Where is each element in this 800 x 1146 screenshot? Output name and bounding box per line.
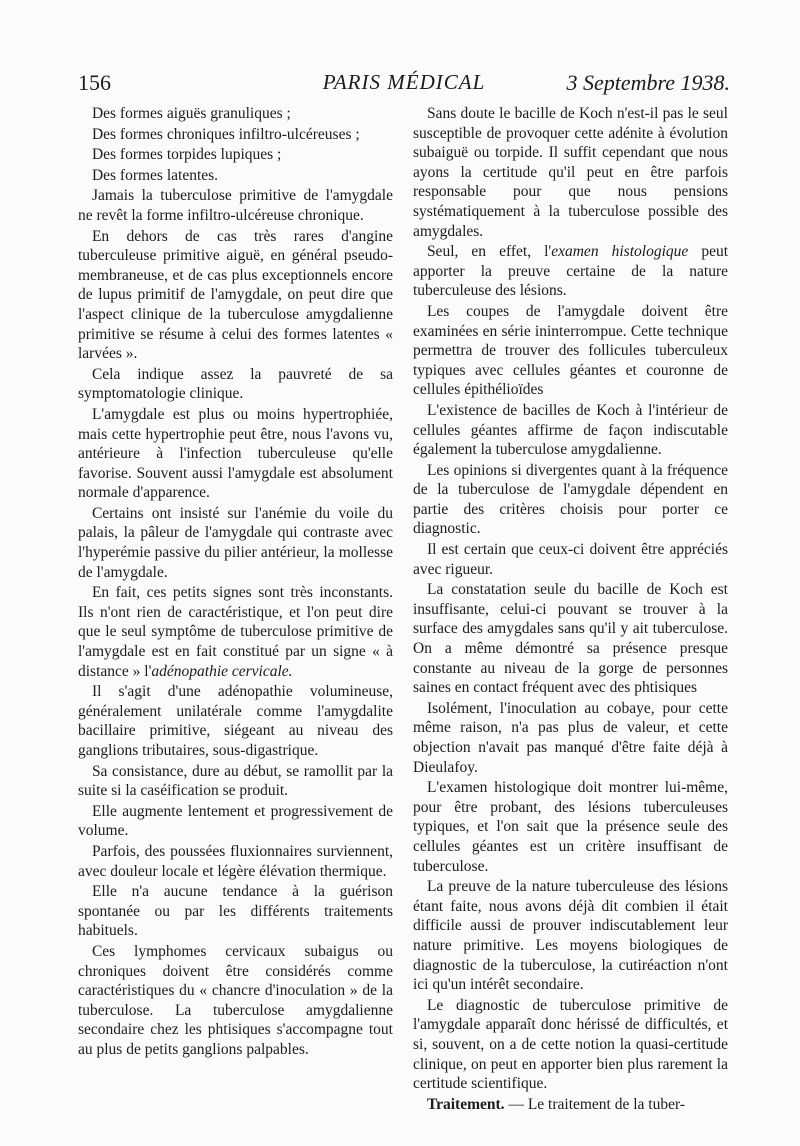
journal-title: PARIS MÉDICAL — [322, 70, 486, 94]
paragraph: Ces lymphomes cervicaux subaigus ou chroniques doivent être considérés comme caractéristiques du « chancre d'inoculation » de la tuberculose. La tuberculose amygdalienne secondaire chez les phtisiques s'accompagne tout au plus de petits ganglions palpables. — [78, 942, 393, 1058]
paragraph: Sa consistance, dure au début, se ramollit par la suite si la caséification se produit. — [78, 762, 393, 800]
paragraph-text: Seul, en effet, l' — [426, 243, 552, 261]
right-column — [413, 104, 728, 1115]
paragraph: Elle augmente lentement et progressivement de volume. — [78, 802, 393, 840]
section-heading: Traitement. — [426, 1095, 505, 1113]
paragraph: L'amygdale est plus ou moins hypertrophiée, mais cette hypertrophie peut être, nous l'avons vu, antérieure à l'infection tuberculeuse qu'elle favorise. Souvent aussi l'amygdale est absolument normale d'apparence. — [78, 405, 393, 502]
paragraph-text: En fait, ces petits signes sont très inconstants. Ils n'ont rien de caractéristique, et l'on peut dire que le seul symptôme de tuberculose primitive de l'amygdale est en fait constitué par un signe « à distance » l' — [78, 584, 393, 680]
paragraph: Il s'agit d'une adénopathie volumineuse, généralement unilatérale comme l'amygdalite bacillaire primitive, siégeant au niveau des ganglions tributaires, sous-digastrique. — [78, 683, 393, 759]
paragraph: Certains ont insisté sur l'anémie du voile du palais, la pâleur de l'amygdale qui contraste avec l'hyperémie passive du pilier antérieur, la mollesse de l'amygdale. — [78, 504, 393, 581]
paragraph: Jamais la tuberculose primitive de l'amygdale ne revêt la forme infiltro-ulcéreuse chronique. — [78, 187, 393, 224]
paragraph: La preuve de la nature tuberculeuse des lésions étant faite, nous avons déjà dit combien il était difficile aussi de prouver indiscutablement leur nature primitive. Les moyens biologiques de diagnostic de la tuberculose, la cutiréaction n'ont ici qu'un intérêt secondaire. — [413, 878, 728, 994]
paragraph — [413, 242, 728, 301]
page-number: 156 — [78, 70, 111, 95]
paragraph: L'examen histologique doit montrer lui-même, pour être probant, des lésions tuberculeuses typiques, et l'on sait que la présence seule des cellules géantes est un critère insuffisant de tuberculose. — [413, 779, 728, 875]
paragraph-text: — Le traitement de la tuber- — [504, 1095, 686, 1113]
issue-date: 3 Septembre 1938. — [566, 70, 730, 95]
section-paragraph — [413, 1095, 728, 1115]
paragraph: Sans doute le bacille de Koch n'est-il pas le seul susceptible de provoquer cette adénite à évolution subaiguë ou torpide. Il suffit cependant que nous ayons la certitude qu'il peut en être parfois responsable pour que nous pensions systématiquement à la tuberculose possible des amygdales. — [413, 105, 728, 240]
form-list-item: Des formes aiguës granuliques ; — [91, 105, 291, 122]
form-list-item: Des formes latentes. — [91, 166, 219, 184]
paragraph-text: peut apporter la preuve certaine de la nature tuberculeuse des lésions. — [413, 243, 728, 300]
form-list-item: Des formes chroniques infiltro-ulcéreuses ; — [91, 125, 360, 143]
form-list-item: Des formes torpides lupiques ; — [91, 146, 282, 164]
italic-term: examen histologique — [551, 243, 689, 261]
paragraph — [78, 583, 393, 681]
paragraph: Le diagnostic de tuberculose primitive de l'amygdale apparaît donc hérissé de difficultés, et si, souvent, on a de cette notion la quasi-certitude clinique, on peut en apporter bien plus rarement la certitude scientifique. — [413, 996, 728, 1093]
paragraph: Cela indique assez la pauvreté de sa symptomatologie clinique. — [78, 365, 393, 403]
paragraph: L'existence de bacilles de Koch à l'intérieur de cellules géantes affirme de façon indiscutable également la tuberculose amygdalienne. — [413, 401, 728, 459]
paragraph: Il est certain que ceux-ci doivent être appréciés avec rigueur. — [413, 541, 728, 578]
paragraph: La constatation seule du bacille de Koch est insuffisante, celui-ci pouvant se trouver à la surface des amygdales sans qu'il y ait tuberculose. On a même démontré sa présence presque constante au niveau de la gorge de personnes saines en contact fréquent avec des phtisiques — [413, 581, 728, 697]
paragraph: Isolément, l'inoculation au cobaye, pour cette même raison, n'a pas plus de valeur, et cette objection n'avait pas manqué d'être faite déjà à Dieulafoy. — [413, 699, 728, 776]
paragraph: Parfois, des poussées fluxionnaires surviennent, avec douleur locale et légère élévation thermique. — [78, 842, 393, 880]
italic-term: adénopathie cervicale. — [151, 662, 293, 680]
paragraph: Elle n'a aucune tendance à la guérison spontanée ou par les différents traitements habituels. — [78, 883, 393, 940]
paragraph: Les coupes de l'amygdale doivent être examinées en série ininterrompue. Cette technique permettra de trouver des follicules tuberculeux typiques avec cellules géantes et couronne de cellules épithélioïdes — [413, 302, 728, 399]
left-column — [78, 104, 393, 1061]
paragraph: En dehors de cas très rares d'angine tuberculeuse primitive aiguë, en général pseudo-membraneuse, et de cas plus exceptionnels encore de lupus primitif de l'amygdale, on peut dire que l'aspect clinique de la tuberculose amygdalienne primitive se résume à celui des formes latentes « larvées ». — [78, 227, 393, 363]
paragraph: Les opinions si divergentes quant à la fréquence de la tuberculose de l'amygdale dépendent en partie des critères choisis pour porter ce diagnostic. — [413, 461, 728, 538]
running-header — [78, 70, 730, 100]
